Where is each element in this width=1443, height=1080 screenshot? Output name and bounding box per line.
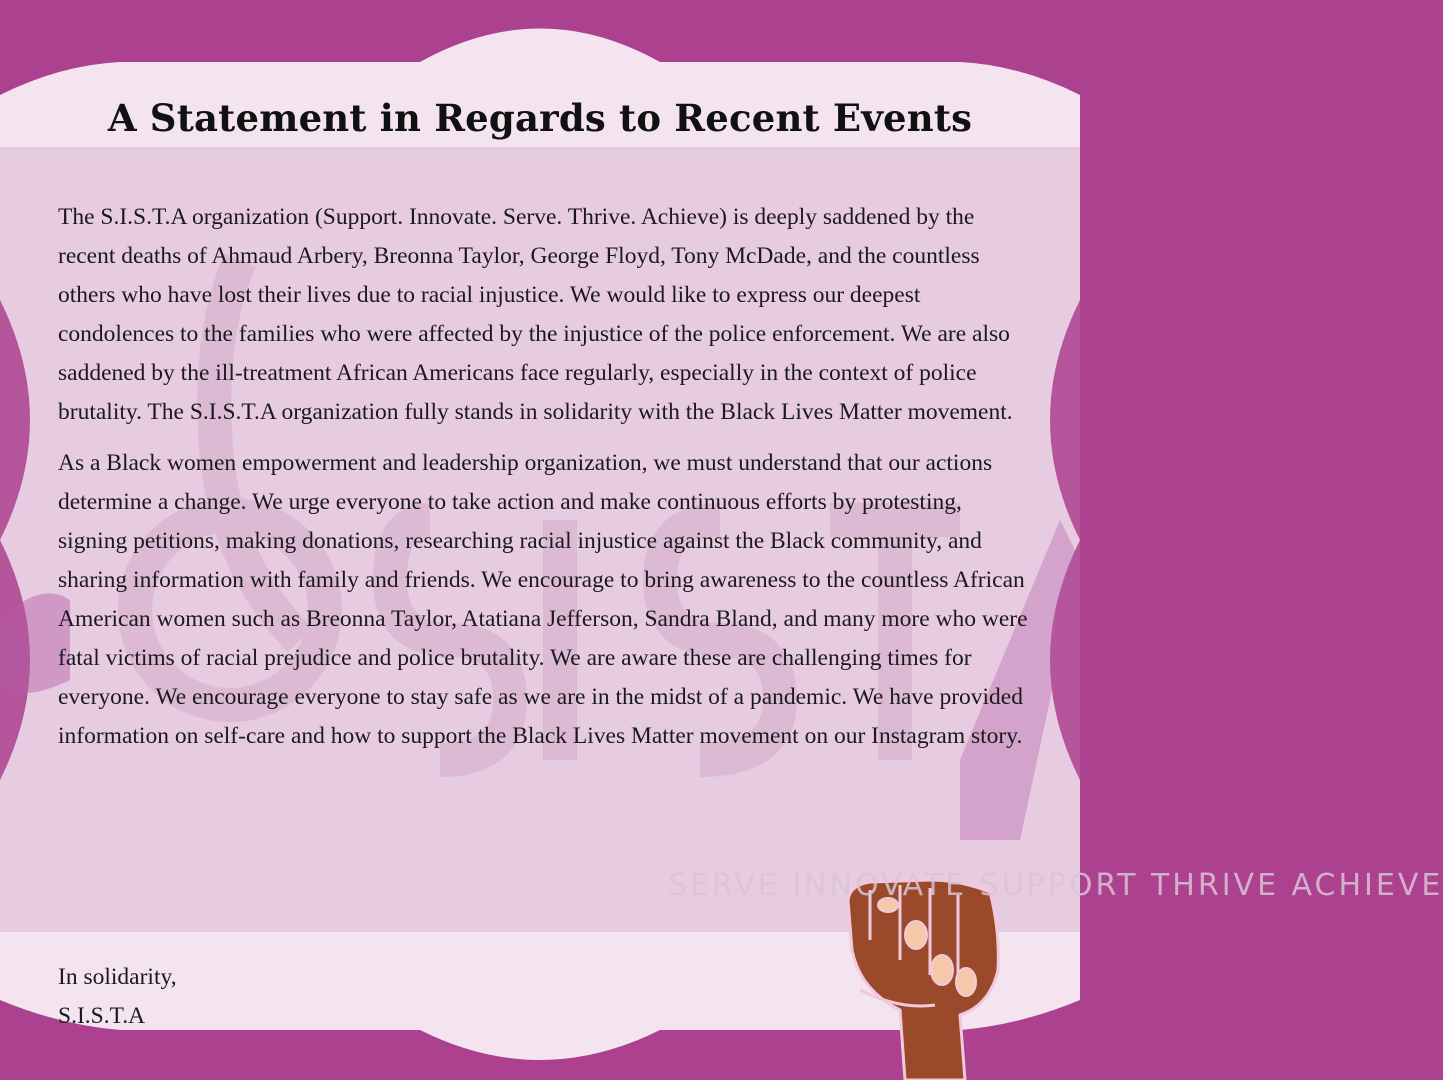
statement-body <box>58 198 1028 768</box>
statement-paragraph-1: The S.I.S.T.A organization (Support. Innovate. Serve. Thrive. Achieve) is deeply saddened by the recent deaths of Ahmaud Arbery, Breonna Taylor, George Floyd, Tony McDade, and the countless others who have lost their lives due to racial injustice. We would like to express our deepest condolences to the families who were affected by the injustice of the police enforcement. We are also saddened by the ill-treatment African Americans face regularly, especially in the context of police brutality. The S.I.S.T.A organization fully stands in solidarity with the Black Lives Matter movement. <box>58 204 1013 425</box>
closing-line: In solidarity, <box>58 964 177 990</box>
page-title: A Statement in Regards to Recent Events <box>107 96 973 140</box>
watermark-tagline: SERVE INNOVATE SUPPORT THRIVE ACHIEVE <box>668 868 1443 903</box>
signature: S.I.S.T.A <box>58 1003 146 1029</box>
statement-paragraph-2: As a Black women empowerment and leadership organization, we must understand that our actions determine a change. We urge everyone to take action and make continuous efforts by protesting, signing petitions, making donations, researching racial injustice against the Black community, and sharing information with family and friends. We encourage to bring awareness to the countless African American women such as Breonna Taylor, Atatiana Jefferson, Sandra Bland, and many more who were fatal victims of racial prejudice and police brutality. We are aware these are challenging times for everyone. We encourage everyone to stay safe as we are in the midst of a pandemic. We have provided information on self-care and how to support the Black Lives Matter movement on our Instagram story. <box>58 450 1028 749</box>
signoff <box>58 958 177 1036</box>
